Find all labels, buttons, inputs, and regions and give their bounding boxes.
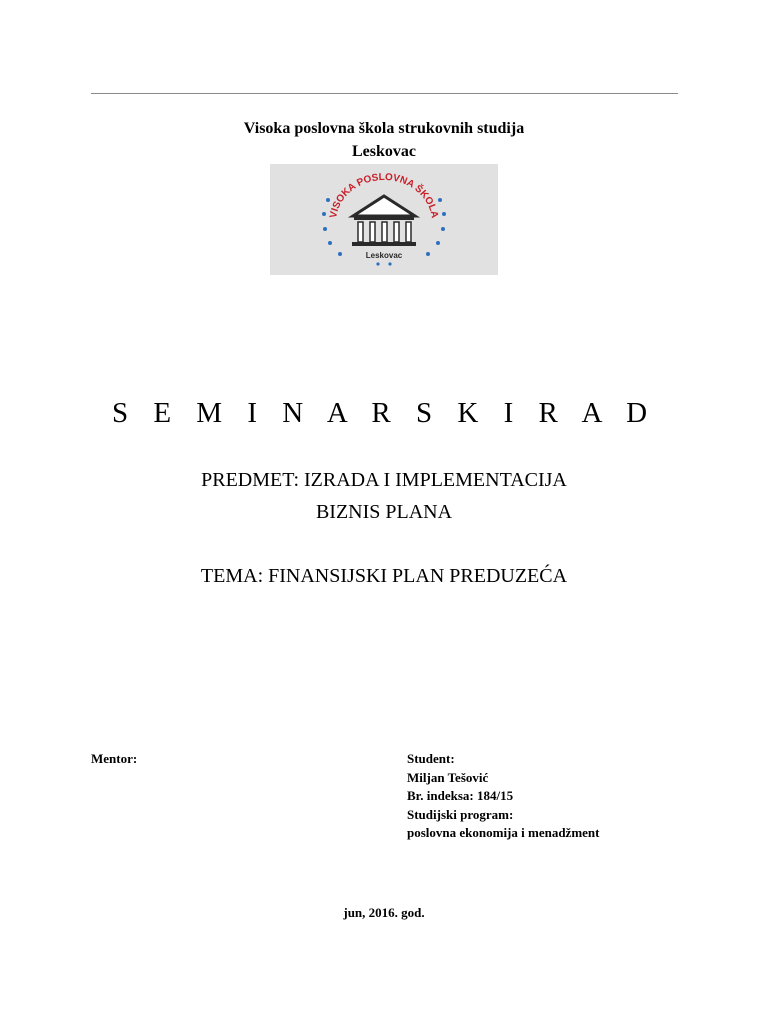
school-building-icon (352, 196, 416, 246)
student-index: Br. indeksa: 184/15 (407, 788, 514, 803)
document-title: S E M I N A R S K I R A D (111, 397, 657, 429)
theme-line: TEMA: FINANSIJSKI PLAN PREDUZEĆA (200, 565, 568, 587)
logo-arc-text: VISOKA POSLOVNA ŠKOLA (328, 171, 440, 220)
institution-city: Leskovac (352, 143, 416, 160)
subject-line-1: PREDMET: IZRADA I IMPLEMENTACIJA (201, 469, 567, 491)
student-label: Student: (407, 751, 455, 766)
document-date: jun, 2016. god. (343, 905, 425, 920)
subject-line-2: BIZNIS PLANA (315, 501, 453, 523)
mentor-label: Mentor: (91, 751, 138, 766)
header-divider (91, 93, 678, 94)
study-program: poslovna ekonomija i menadžment (407, 825, 600, 840)
logo-city-text: Leskovac (365, 251, 403, 260)
study-program-label: Studijski program: (407, 806, 514, 822)
institution-name: Visoka poslovna škola strukovnih studija (243, 120, 525, 137)
school-logo (270, 164, 498, 275)
student-name: Miljan Tešović (407, 769, 489, 785)
student-block (407, 750, 599, 843)
